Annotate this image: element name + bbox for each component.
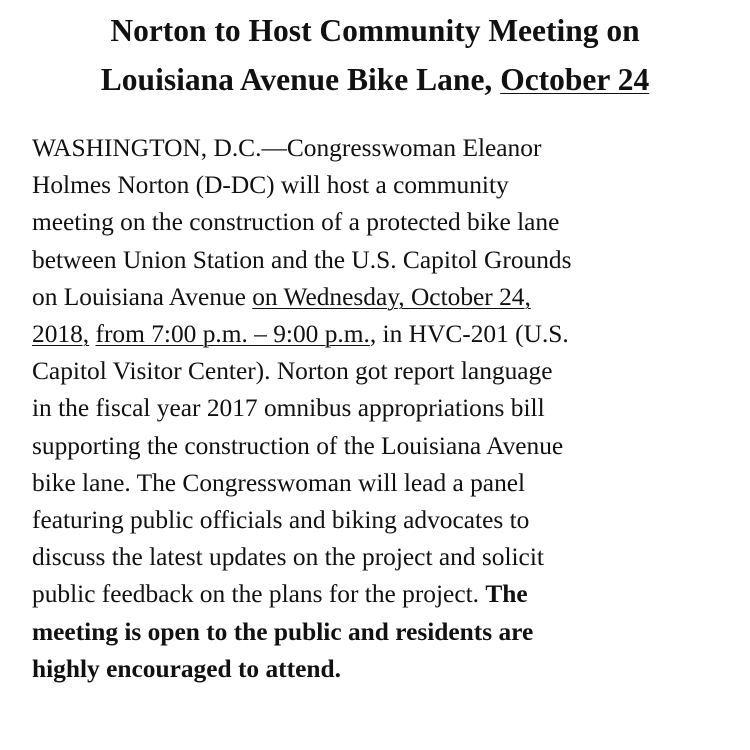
body-text: on Louisiana Avenue xyxy=(32,282,253,311)
title-line-2-text: Louisiana Avenue Bike Lane, xyxy=(100,62,501,97)
body-text: public feedback on the plans for the project. xyxy=(32,580,486,609)
body-line: bike lane. The Congresswoman will lead a panel xyxy=(32,468,526,497)
body-line: Holmes Norton (D-DC) will host a community xyxy=(32,171,509,200)
body-line: Capitol Visitor Center). Norton got report language xyxy=(32,357,553,386)
body-line: discuss the latest updates on the project and solicit xyxy=(32,543,544,572)
body-line: supporting the construction of the Louisiana Avenue xyxy=(32,431,564,460)
press-release-body xyxy=(32,130,732,688)
closing-statement: The xyxy=(485,580,528,609)
meeting-location: , in HVC-201 (U.S. xyxy=(369,320,569,349)
closing-statement-line: highly encouraged to attend. xyxy=(32,654,341,683)
body-line xyxy=(32,576,732,613)
body-line: in the fiscal year 2017 omnibus appropriations bill xyxy=(32,394,545,423)
title-line-2 xyxy=(20,55,730,104)
body-line: featuring public officials and biking advocates to xyxy=(32,506,530,535)
closing-statement-line: meeting is open to the public and residents are xyxy=(32,617,534,646)
title-date: October 24 xyxy=(500,62,650,97)
meeting-time: from 7:00 p.m. – 9:00 p.m. xyxy=(95,320,370,349)
body-line: between Union Station and the U.S. Capitol Grounds xyxy=(32,245,572,274)
body-line: meeting on the construction of a protected bike lane xyxy=(32,208,560,237)
body-line: WASHINGTON, D.C.—Congresswoman Eleanor xyxy=(32,134,542,162)
title-line-1: Norton to Host Community Meeting on xyxy=(110,13,640,48)
body-line xyxy=(32,316,732,353)
body-line xyxy=(32,279,732,316)
meeting-year: 2018, xyxy=(32,320,90,349)
meeting-date: on Wednesday, October 24, xyxy=(252,282,531,311)
press-release-title xyxy=(20,6,730,104)
